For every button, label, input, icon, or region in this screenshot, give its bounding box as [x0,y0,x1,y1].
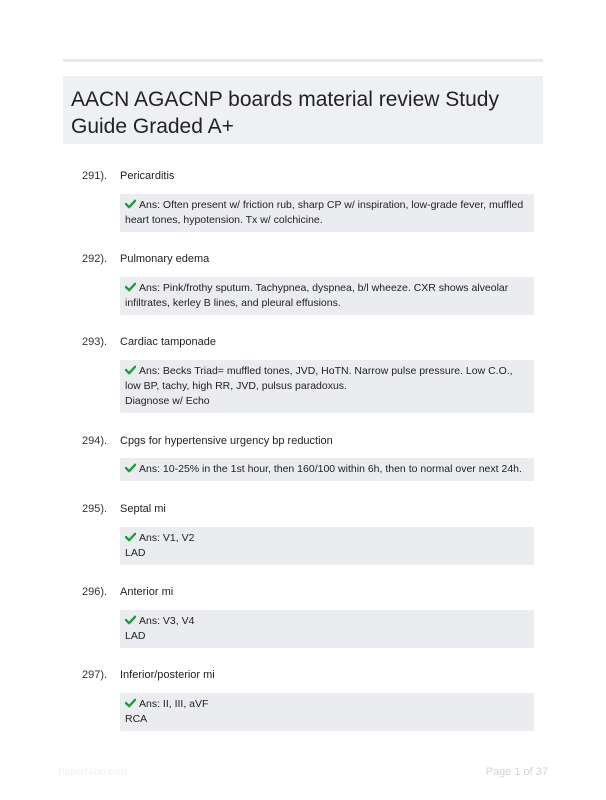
question-text: Pericarditis [120,170,175,182]
footer-watermark: PaperNibb.com [58,767,127,778]
answer-text: Diagnose w/ Echo [125,395,210,407]
answer-text: Ans: V3, V4 [139,615,195,627]
question-number: 296). [82,586,108,598]
answer-box [120,194,534,232]
question-text: Septal mi [120,503,166,515]
answer-text: RCA [125,713,148,725]
answer-text: LAD [125,547,146,559]
question-number: 294). [82,435,108,447]
answer-box [120,277,534,315]
answer-text: Ans: Often present w/ friction rub, sharp CP w/ inspiration, low-grade fever, muffled heart tones, hypotension. Tx w/ colchicine. [125,199,524,226]
check-icon [125,615,136,625]
check-icon [125,698,136,708]
question-number: 292). [82,253,108,265]
answer-box [120,360,534,413]
answer-text: Ans: II, III, aVF [139,698,209,710]
question-text: Cpgs for hypertensive urgency bp reduction [120,435,333,447]
check-icon [125,199,136,209]
question-text: Anterior mi [120,586,174,598]
document-title: AACN AGACNP boards material review Study Guide Graded A+ [71,88,499,138]
answer-text: Ans: Pink/frothy sputum. Tachypnea, dyspnea, b/l wheeze. CXR shows alveolar infiltrates, kerley B lines, and pleural effusions. [125,282,509,309]
check-icon [125,463,136,473]
question-number: 291). [82,170,108,182]
page-number: Page 1 of 37 [485,766,548,778]
answer-text: LAD [125,630,146,642]
check-icon [125,282,136,292]
question-text: Cardiac tamponade [120,336,217,348]
question-text: Pulmonary edema [120,253,210,265]
answer-box [120,693,534,731]
answer-box [120,527,534,565]
answer-text: Ans: V1, V2 [139,532,195,544]
answer-text: Ans: Becks Triad= muffled tones, JVD, HoTN. Narrow pulse pressure. Low C.O., low BP, tachy, high RR, JVD, pulsus paradoxus. [125,365,513,392]
answer-text: Ans: 10-25% in the 1st hour, then 160/100 within 6h, then to normal over next 24h. [139,463,522,475]
title-banner [63,76,543,144]
top-divider [63,59,543,62]
answer-box [120,610,534,648]
check-icon [125,365,136,375]
check-icon [125,532,136,542]
question-number: 295). [82,503,108,515]
question-text: Inferior/posterior mi [120,669,215,681]
question-number: 293). [82,336,108,348]
question-number: 297). [82,669,108,681]
answer-box [120,458,534,481]
